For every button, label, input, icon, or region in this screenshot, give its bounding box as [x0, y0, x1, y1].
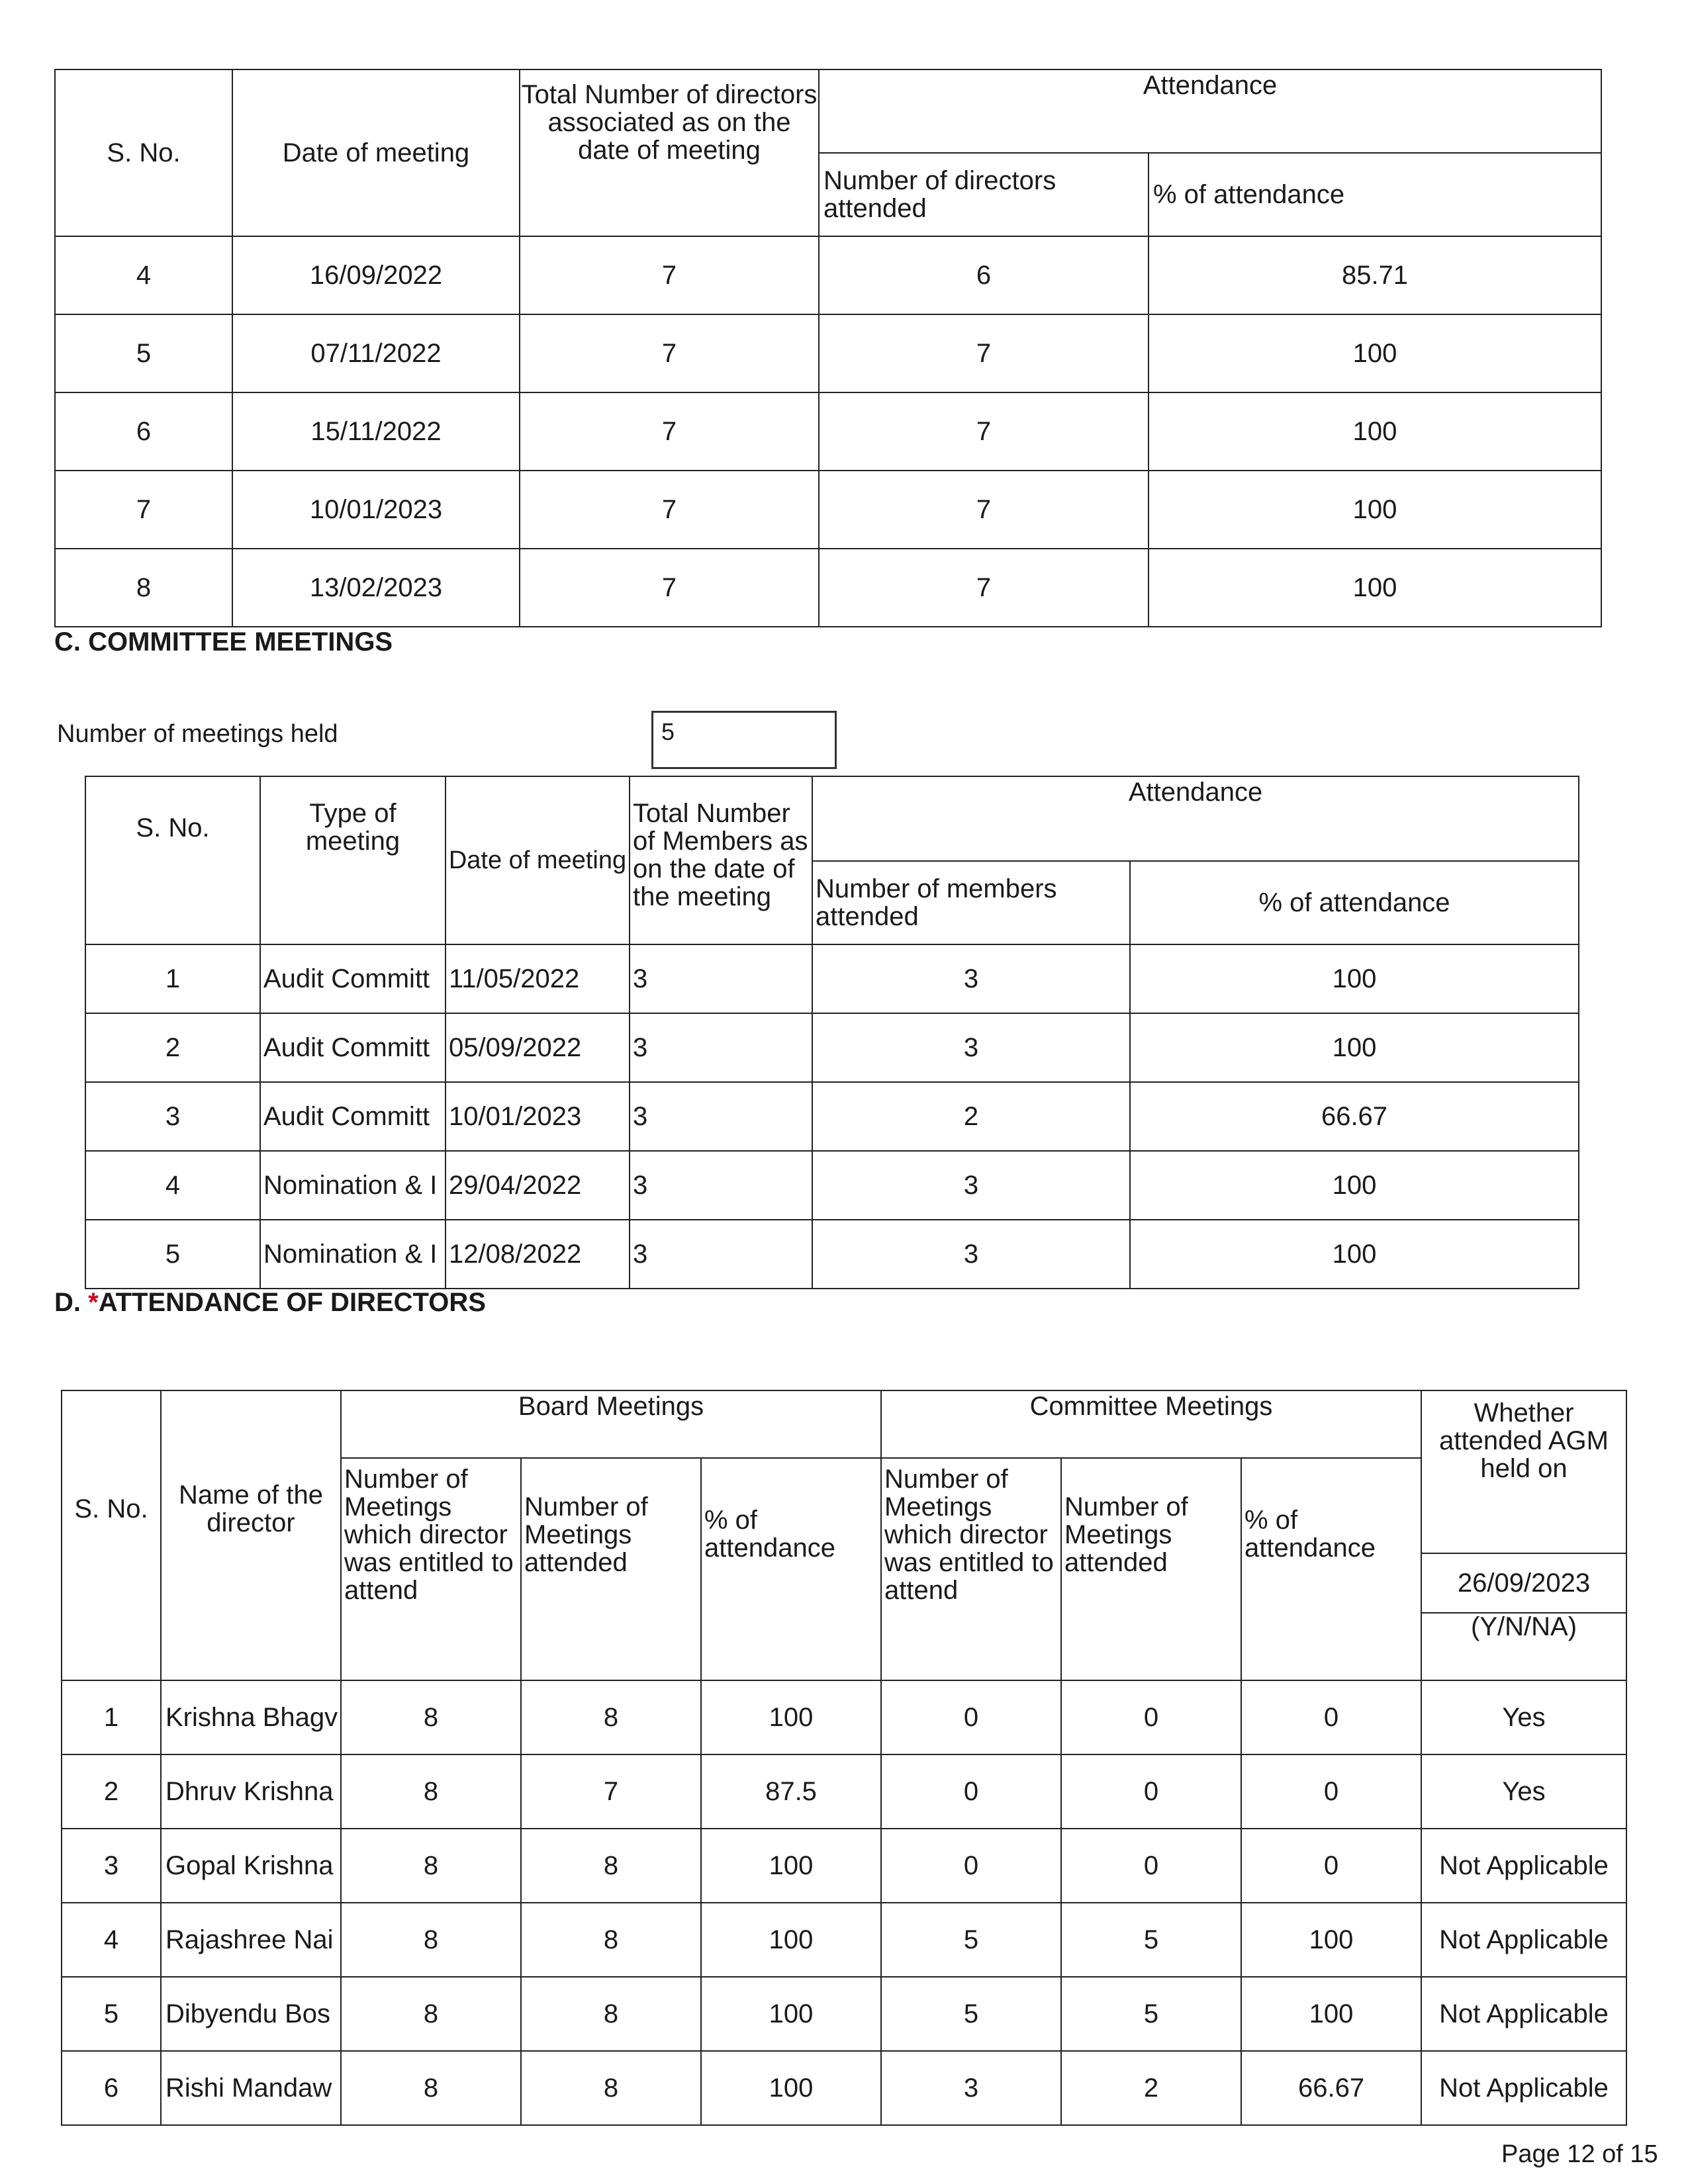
header-directors-attended: Number of directors attended [819, 153, 1149, 236]
table-row [62, 1977, 1626, 2051]
header-members-attended: Number of members attended [812, 861, 1130, 944]
cell-sno: 5 [62, 1977, 161, 2051]
cell-committee-pct: 0 [1241, 1754, 1421, 1829]
header-sno: S. No. [62, 1390, 161, 1680]
header-pct-attendance: % of attendance [1149, 153, 1601, 236]
cell-type: Nomination & I [260, 1220, 445, 1289]
cell-committee-attended: 0 [1061, 1829, 1241, 1903]
page-number: Page 12 of 15 [1501, 2140, 1658, 2168]
cell-name: Dhruv Krishna [161, 1754, 341, 1829]
table-row [85, 1013, 1579, 1082]
cell-name: Gopal Krishna [161, 1829, 341, 1903]
header-total-directors: Total Number of directors associated as on the date of meeting [520, 69, 819, 236]
cell-sno: 7 [55, 471, 232, 549]
meetings-held-label: Number of meetings held [57, 720, 338, 748]
cell-total: 3 [630, 1082, 812, 1151]
section-prefix: D. [54, 1288, 89, 1317]
header-attendance: Attendance [812, 776, 1579, 861]
cell-name: Krishna Bhagv [161, 1680, 341, 1754]
table-row [55, 549, 1601, 627]
cell-agm: Yes [1421, 1754, 1626, 1829]
required-star: * [88, 1288, 99, 1317]
cell-board-entitled: 8 [341, 1829, 521, 1903]
cell-sno: 2 [62, 1754, 161, 1829]
table-row [62, 1754, 1626, 1829]
cell-agm: Not Applicable [1421, 1903, 1626, 1977]
cell-sno: 6 [55, 392, 232, 471]
cell-board-attended: 8 [521, 1680, 701, 1754]
cell-date: 15/11/2022 [232, 392, 520, 471]
cell-name: Dibyendu Bos [161, 1977, 341, 2051]
header-total-members: Total Number of Members as on the date of the meeting [630, 776, 812, 944]
cell-committee-entitled: 0 [881, 1680, 1061, 1754]
cell-pct: 100 [1149, 314, 1601, 392]
section-title-text: ATTENDANCE OF DIRECTORS [98, 1288, 486, 1317]
cell-sno: 4 [55, 236, 232, 314]
header-committee-pct: % of attendance [1241, 1458, 1421, 1680]
cell-committee-entitled: 3 [881, 2051, 1061, 2125]
cell-committee-pct: 100 [1241, 1977, 1421, 2051]
cell-attended: 3 [812, 1151, 1130, 1220]
cell-total: 3 [630, 1151, 812, 1220]
header-agm-date-cell [1421, 1553, 1626, 1680]
cell-total: 3 [630, 944, 812, 1013]
committee-meetings-table [85, 776, 1579, 1289]
cell-board-pct: 100 [701, 1977, 881, 2051]
cell-sno: 1 [85, 944, 260, 1013]
board-meetings-table [54, 69, 1602, 627]
cell-date: 10/01/2023 [445, 1082, 630, 1151]
cell-sno: 1 [62, 1680, 161, 1754]
cell-sno: 5 [55, 314, 232, 392]
cell-board-pct: 100 [701, 2051, 881, 2125]
table-row [85, 1220, 1579, 1289]
cell-board-attended: 7 [521, 1754, 701, 1829]
cell-pct: 100 [1130, 1013, 1579, 1082]
cell-pct: 100 [1149, 549, 1601, 627]
cell-committee-pct: 0 [1241, 1680, 1421, 1754]
cell-committee-attended: 0 [1061, 1754, 1241, 1829]
cell-name: Rajashree Nai [161, 1903, 341, 1977]
cell-committee-entitled: 0 [881, 1754, 1061, 1829]
cell-date: 13/02/2023 [232, 549, 520, 627]
cell-attended: 7 [819, 471, 1149, 549]
cell-sno: 4 [85, 1151, 260, 1220]
table-row [55, 471, 1601, 549]
cell-attended: 7 [819, 392, 1149, 471]
cell-total: 7 [520, 392, 819, 471]
cell-name: Rishi Mandaw [161, 2051, 341, 2125]
cell-pct: 100 [1130, 1151, 1579, 1220]
table-row [62, 1903, 1626, 1977]
cell-total: 7 [520, 314, 819, 392]
table-row [62, 1829, 1626, 1903]
cell-total: 7 [520, 236, 819, 314]
cell-attended: 7 [819, 314, 1149, 392]
cell-committee-attended: 5 [1061, 1977, 1241, 2051]
table-row [62, 2051, 1626, 2125]
cell-pct: 100 [1130, 1220, 1579, 1289]
cell-type: Audit Committ [260, 1013, 445, 1082]
cell-board-attended: 8 [521, 1829, 701, 1903]
header-pct-attendance: % of attendance [1130, 861, 1579, 944]
cell-board-entitled: 8 [341, 2051, 521, 2125]
cell-pct: 100 [1149, 392, 1601, 471]
cell-committee-pct: 66.67 [1241, 2051, 1421, 2125]
cell-type: Audit Committ [260, 1082, 445, 1151]
table-row [62, 1680, 1626, 1754]
cell-committee-attended: 2 [1061, 2051, 1241, 2125]
cell-sno: 3 [62, 1829, 161, 1903]
table-row [85, 1082, 1579, 1151]
cell-attended: 2 [812, 1082, 1130, 1151]
header-committee-attended: Number of Meetings attended [1061, 1458, 1241, 1680]
cell-board-entitled: 8 [341, 1754, 521, 1829]
cell-committee-entitled: 5 [881, 1903, 1061, 1977]
cell-board-entitled: 8 [341, 1903, 521, 1977]
cell-attended: 6 [819, 236, 1149, 314]
cell-sno: 3 [85, 1082, 260, 1151]
cell-attended: 3 [812, 944, 1130, 1013]
cell-agm: Not Applicable [1421, 1977, 1626, 2051]
cell-total: 3 [630, 1013, 812, 1082]
cell-sno: 5 [85, 1220, 260, 1289]
header-board-entitled: Number of Meetings which director was entitled to attend [341, 1458, 521, 1680]
cell-pct: 100 [1149, 471, 1601, 549]
header-committee-entitled: Number of Meetings which director was entitled to attend [881, 1458, 1061, 1680]
table-row [55, 236, 1601, 314]
header-type: Type of meeting [260, 776, 445, 944]
cell-board-attended: 8 [521, 2051, 701, 2125]
cell-date: 10/01/2023 [232, 471, 520, 549]
cell-committee-entitled: 0 [881, 1829, 1061, 1903]
cell-pct: 100 [1130, 944, 1579, 1013]
cell-sno: 2 [85, 1013, 260, 1082]
cell-sno: 4 [62, 1903, 161, 1977]
cell-attended: 7 [819, 549, 1149, 627]
agm-yn-label: (Y/N/NA) [1471, 1612, 1577, 1641]
cell-board-pct: 87.5 [701, 1754, 881, 1829]
directors-section-title [54, 1288, 486, 1318]
cell-date: 05/09/2022 [445, 1013, 630, 1082]
committee-section-title: C. COMMITTEE MEETINGS [54, 627, 393, 657]
cell-agm: Not Applicable [1421, 1829, 1626, 1903]
cell-type: Audit Committ [260, 944, 445, 1013]
agm-date: 26/09/2023 [1422, 1554, 1626, 1614]
cell-date: 12/08/2022 [445, 1220, 630, 1289]
cell-date: 16/09/2022 [232, 236, 520, 314]
cell-date: 29/04/2022 [445, 1151, 630, 1220]
cell-type: Nomination & I [260, 1151, 445, 1220]
header-sno: S. No. [85, 776, 260, 944]
cell-board-pct: 100 [701, 1903, 881, 1977]
cell-agm: Not Applicable [1421, 2051, 1626, 2125]
header-attendance: Attendance [819, 69, 1601, 153]
header-date: Date of meeting [445, 776, 630, 944]
header-board-pct: % of attendance [701, 1458, 881, 1680]
meetings-held-field[interactable]: 5 [651, 711, 837, 769]
cell-committee-pct: 0 [1241, 1829, 1421, 1903]
cell-board-attended: 8 [521, 1977, 701, 2051]
cell-committee-entitled: 5 [881, 1977, 1061, 2051]
header-sno: S. No. [55, 69, 232, 236]
header-board-attended: Number of Meetings attended [521, 1458, 701, 1680]
cell-committee-attended: 0 [1061, 1680, 1241, 1754]
cell-attended: 3 [812, 1013, 1130, 1082]
cell-committee-attended: 5 [1061, 1903, 1241, 1977]
cell-committee-pct: 100 [1241, 1903, 1421, 1977]
directors-attendance-table [61, 1390, 1627, 2126]
cell-attended: 3 [812, 1220, 1130, 1289]
cell-board-entitled: 8 [341, 1680, 521, 1754]
cell-date: 11/05/2022 [445, 944, 630, 1013]
header-name: Name of the director [161, 1390, 341, 1680]
cell-agm: Yes [1421, 1680, 1626, 1754]
cell-board-pct: 100 [701, 1680, 881, 1754]
cell-board-pct: 100 [701, 1829, 881, 1903]
cell-total: 7 [520, 549, 819, 627]
cell-sno: 6 [62, 2051, 161, 2125]
cell-board-entitled: 8 [341, 1977, 521, 2051]
cell-pct: 85.71 [1149, 236, 1601, 314]
table-row [85, 944, 1579, 1013]
header-board-meetings: Board Meetings [341, 1390, 881, 1458]
cell-sno: 8 [55, 549, 232, 627]
header-date: Date of meeting [232, 69, 520, 236]
cell-date: 07/11/2022 [232, 314, 520, 392]
cell-board-attended: 8 [521, 1903, 701, 1977]
header-committee-meetings: Committee Meetings [881, 1390, 1421, 1458]
header-agm: Whether attended AGM held on [1421, 1390, 1626, 1553]
table-row [55, 392, 1601, 471]
cell-pct: 66.67 [1130, 1082, 1579, 1151]
table-row [85, 1151, 1579, 1220]
cell-total: 3 [630, 1220, 812, 1289]
table-row [55, 314, 1601, 392]
cell-total: 7 [520, 471, 819, 549]
